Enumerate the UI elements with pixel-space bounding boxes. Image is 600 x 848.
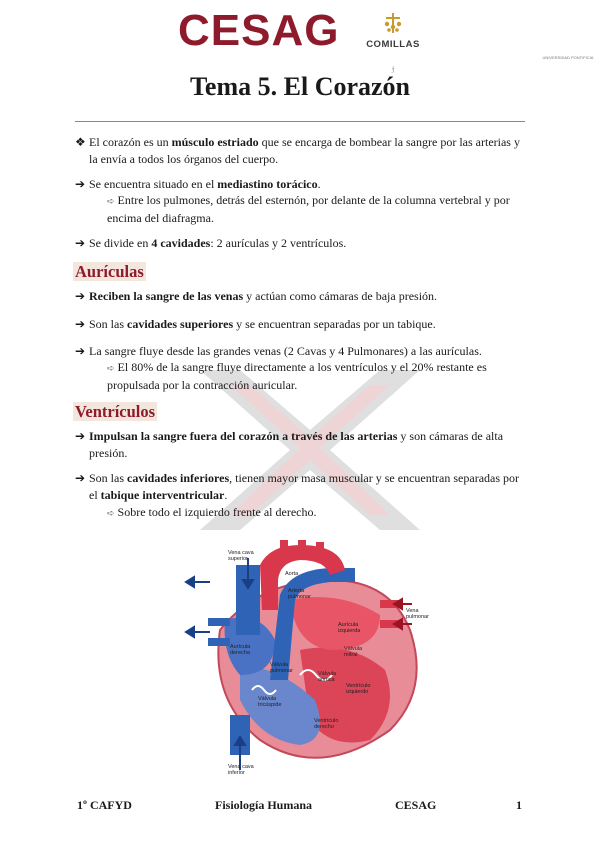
svg-text:Vena cavainferior: Vena cava inferior bbox=[228, 764, 254, 776]
intro-item-2-sub bbox=[107, 192, 527, 226]
text: y son cámaras de alta bbox=[397, 429, 504, 443]
text: propulsada por la contracción auricular. bbox=[107, 377, 298, 392]
flow-arrow bbox=[186, 577, 194, 587]
label-vena-pulmonar: Vena bbox=[406, 608, 419, 614]
text: . bbox=[224, 487, 228, 502]
text: Son las bbox=[89, 471, 128, 485]
text-bold: mediastino torácico bbox=[217, 177, 318, 191]
arrow-bullet-icon: ➔ bbox=[75, 317, 86, 331]
label-ventriculo-derecho: Ventrículo bbox=[314, 718, 339, 724]
footer-course: 1º CAFYD bbox=[77, 798, 132, 812]
arrow-bullet-icon: ➔ bbox=[75, 471, 86, 485]
svg-text:Válvulapulmonar: Válvula pulmonar bbox=[270, 662, 293, 674]
arrow-bullet-icon: ➔ bbox=[75, 236, 86, 250]
text-bold: tabique interventricular bbox=[100, 487, 225, 502]
footer-page-number: 1 bbox=[516, 798, 522, 812]
arrow-bullet-icon: ➔ bbox=[75, 177, 86, 191]
label-auricula-derecha: Aurícula bbox=[230, 644, 251, 650]
svg-text:Válvulamitral: Válvula mitral bbox=[344, 646, 363, 658]
comillas-logo bbox=[358, 12, 594, 73]
aorta-branch bbox=[316, 542, 324, 554]
sub-arrow-icon: ➪ bbox=[107, 363, 115, 373]
sub-arrow-icon: ➪ bbox=[107, 196, 115, 206]
comillas-subtitle: UNIVERSIDAD PONTIFICIA bbox=[542, 55, 594, 60]
text-bold: 4 cavidades bbox=[151, 236, 211, 250]
text: Son las bbox=[89, 317, 128, 331]
label-aorta: Aorta bbox=[285, 571, 299, 577]
footer-subject: Fisiología Humana bbox=[215, 798, 313, 812]
pulmonary-artery-branch bbox=[208, 638, 230, 646]
label-valvula-aortica: Válvula bbox=[318, 671, 337, 677]
svg-text:Ventrículoderecho: Ventrículo derecho bbox=[314, 718, 339, 730]
text: Se encuentra situado en el bbox=[89, 177, 218, 191]
text: y se encuentran separadas por un tabique. bbox=[233, 317, 436, 331]
svg-text:Ventrículoizquierdo: Ventrículo izquierdo bbox=[346, 683, 371, 695]
text: y actúan como cámaras de baja presión. bbox=[243, 289, 438, 303]
arrow-bullet-icon: ➔ bbox=[75, 429, 86, 443]
text: el bbox=[89, 487, 101, 502]
text: Se divide en bbox=[89, 236, 152, 250]
text: presión. bbox=[89, 445, 128, 460]
label-valvula-pulmonar: Válvula bbox=[270, 662, 289, 668]
text: El corazón es un bbox=[89, 135, 172, 149]
cesag-logo: CESAG bbox=[178, 6, 340, 55]
svg-text:Venapulmonar: Vena pulmonar bbox=[406, 608, 429, 620]
title-divider bbox=[75, 121, 525, 122]
label-auricula-izquierda: Aurícula bbox=[338, 622, 359, 628]
svg-text:Aurículaizquierda: Aurícula izquierda bbox=[338, 622, 361, 634]
text: Sobre todo el izquierdo frente al derecho. bbox=[117, 505, 317, 519]
section-heading-auriculas: Aurículas bbox=[75, 262, 144, 281]
svg-text:Vena cavasuperior: Vena cava superior bbox=[228, 550, 254, 562]
page-title: Tema 5. El Corazón bbox=[189, 72, 411, 101]
label-arteria-pulmonar: Arteria bbox=[288, 588, 305, 594]
auriculas-item-1 bbox=[75, 288, 530, 305]
heart-diagram bbox=[180, 540, 440, 780]
text: encima del diafragma. bbox=[107, 210, 214, 225]
comillas-emblem-icon bbox=[381, 12, 405, 34]
ventriculos-item-2-sub bbox=[107, 504, 527, 522]
text: La sangre fluye desde las grandes venas (2 Cavas y 4 Pulmonares) a las aurículas. bbox=[89, 344, 482, 358]
text-bold: Impulsan la sangre fuera del corazón a través de las arterias bbox=[89, 429, 398, 443]
label-vena-cava-superior: Vena cava bbox=[228, 550, 254, 556]
comillas-signature: ǯ bbox=[391, 66, 395, 73]
text-bold: Reciben la sangre de las venas bbox=[89, 289, 244, 303]
label-vena-cava-inferior: Vena cava bbox=[228, 764, 254, 770]
ventriculos-item-2 bbox=[75, 470, 530, 503]
svg-text:Aurículaderecha: Aurícula derecha bbox=[230, 644, 251, 656]
svg-text:Válvulaaórtica: Válvula aórtica bbox=[318, 671, 337, 683]
text: la envía a todos los órganos del cuerpo. bbox=[89, 151, 279, 166]
svg-text:Arteriapulmonar: Arteria pulmonar bbox=[288, 588, 311, 600]
svg-text:Válvulatricúspide: Válvula tricúspide bbox=[258, 696, 282, 708]
flow-arrow bbox=[186, 627, 194, 637]
aorta-branch bbox=[298, 540, 306, 550]
auriculas-item-3 bbox=[75, 343, 530, 360]
text: que se encarga de bombear la sangre por las arterias y bbox=[258, 135, 520, 149]
text-bold: cavidades superiores bbox=[127, 317, 234, 331]
text-bold: músculo estriado bbox=[171, 135, 259, 149]
label-ventriculo-izquierdo: Ventrículo bbox=[346, 683, 371, 689]
footer-org: CESAG bbox=[395, 798, 437, 812]
arrow-bullet-icon: ➔ bbox=[75, 289, 86, 303]
intro-item-3 bbox=[75, 235, 530, 252]
text: . bbox=[317, 177, 321, 191]
text: : 2 aurículas y 2 ventrículos. bbox=[210, 236, 347, 250]
arrow-bullet-icon: ➔ bbox=[75, 344, 86, 358]
pulmonary-artery-branch bbox=[208, 618, 230, 626]
text: El 80% de la sangre fluye directamente a los ventrículos y el 20% restante es bbox=[117, 360, 487, 374]
text: Entre los pulmones, detrás del esternón, por delante de la columna vertebral y por bbox=[117, 193, 510, 207]
label-valvula-mitral: Válvula bbox=[344, 646, 363, 652]
aorta-branch bbox=[280, 540, 288, 552]
label-valvula-tricuspide: Válvula bbox=[258, 696, 277, 702]
text-bold: cavidades inferiores bbox=[127, 471, 230, 485]
sub-arrow-icon: ➪ bbox=[107, 508, 115, 518]
auriculas-item-3-sub bbox=[107, 359, 527, 393]
intro-item-1 bbox=[75, 134, 530, 167]
diamond-bullet-icon: ❖ bbox=[75, 135, 86, 149]
intro-item-2 bbox=[75, 176, 530, 193]
section-heading-ventriculos: Ventrículos bbox=[75, 402, 156, 421]
text: , tienen mayor masa muscular y se encuentran separadas por bbox=[229, 471, 520, 485]
auriculas-item-2 bbox=[75, 316, 530, 333]
comillas-name: COMILLAS bbox=[366, 39, 420, 50]
ventriculos-item-1 bbox=[75, 428, 530, 461]
